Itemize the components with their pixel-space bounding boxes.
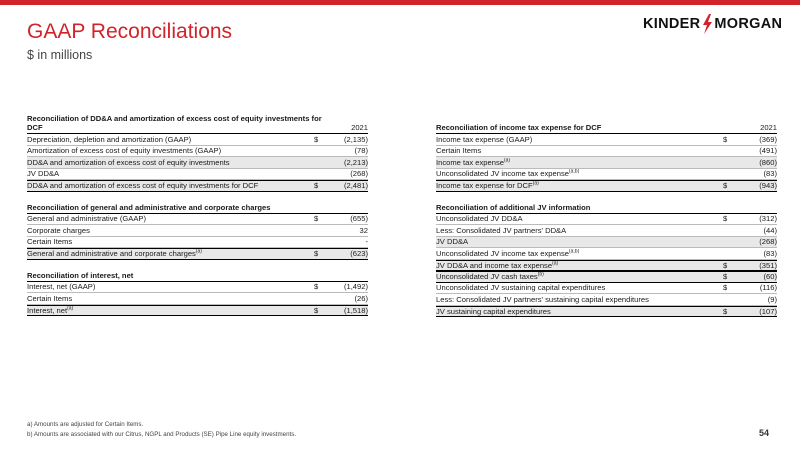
reconciliation-table (27, 114, 368, 192)
row-label-text: Unconsolidated JV income tax expense (436, 169, 569, 179)
row-value: (60) (763, 272, 777, 282)
table-row (27, 293, 368, 305)
row-value: (83) (763, 248, 777, 258)
row-label-text: Unconsolidated JV income tax expense (436, 248, 569, 258)
row-label (27, 249, 314, 258)
table-heading: Reconciliation of income tax expense for DCF (436, 123, 602, 132)
page-number: 54 (759, 428, 770, 438)
page-subtitle: $ in millions (27, 48, 93, 62)
reconciliation-table (27, 203, 368, 260)
table-spacer (27, 260, 368, 271)
table-heading: Reconciliation of additional JV information (436, 202, 591, 212)
currency-symbol: $ (314, 249, 319, 259)
row-value: (312) (759, 214, 777, 224)
row-label (27, 181, 314, 190)
footnote-marker: (a) (67, 305, 74, 312)
kinder-morgan-logo (643, 14, 782, 34)
currency-symbol: $ (314, 305, 319, 315)
table-header (27, 114, 368, 134)
row-value: (268) (350, 169, 368, 179)
table-row (436, 260, 777, 272)
row-label (27, 306, 314, 315)
row-value: (369) (759, 134, 777, 144)
row-label (27, 135, 314, 144)
row-label (436, 237, 723, 246)
table-row (436, 214, 777, 226)
row-label (27, 214, 314, 223)
row-label-text: JV DD&A and income tax expense (436, 260, 553, 270)
footnote-marker: (a,b) (568, 169, 580, 175)
row-value: (44) (763, 225, 777, 235)
row-label (436, 135, 723, 144)
currency-symbol: $ (723, 283, 728, 293)
row-value: (26) (354, 293, 368, 303)
table-row (27, 282, 368, 294)
row-label-text: Income tax expense (GAAP) (436, 134, 533, 144)
row-label (27, 294, 314, 303)
currency-symbol: $ (723, 306, 728, 316)
table-row (436, 169, 777, 181)
row-label-text: JV sustaining capital expenditures (436, 306, 551, 316)
row-label-text: Unconsolidated JV sustaining capital expenditures (436, 283, 606, 293)
table-row (436, 306, 777, 318)
currency-symbol: $ (723, 134, 728, 144)
footnote-b: b) Amounts are associated with our Citrus, NGPL and Products (SE) Pipe Line equity investments. (27, 431, 297, 438)
currency-symbol: $ (314, 134, 319, 144)
lightning-bolt-icon (701, 14, 713, 34)
row-value: (943) (759, 181, 777, 191)
currency-symbol: $ (723, 272, 728, 282)
row-label-text: JV DD&A (27, 169, 60, 179)
table-row (27, 248, 368, 260)
currency-symbol: $ (314, 282, 319, 292)
page-title: GAAP Reconciliations (27, 20, 233, 43)
row-label (27, 146, 314, 155)
table-row (436, 237, 777, 249)
row-value: (9) (767, 294, 777, 304)
row-value: (1,518) (343, 305, 368, 315)
table-row (436, 283, 777, 295)
row-value: (1,492) (343, 282, 368, 292)
row-label (27, 158, 314, 167)
row-value: (655) (350, 214, 368, 224)
row-label-text: Certain Items (27, 293, 73, 303)
row-label (436, 158, 723, 167)
row-label (436, 283, 723, 292)
table-row (27, 225, 368, 237)
top-accent-bar (0, 0, 800, 5)
currency-symbol: $ (723, 214, 728, 224)
row-label-text: Income tax expense (436, 157, 504, 167)
footnotes (27, 420, 296, 440)
table-heading: Reconciliation of general and administrative and corporate charges (27, 202, 271, 212)
row-label-text: General and administrative and corporate charges (27, 249, 196, 259)
table-row (27, 180, 368, 192)
footnote-marker: (a) (503, 157, 511, 164)
row-label-text: General and administrative (GAAP) (27, 214, 147, 224)
footnote-marker: (a) (195, 249, 202, 255)
table-row (436, 134, 777, 146)
table-row (436, 146, 777, 158)
table-row (436, 294, 777, 306)
table-row (436, 157, 777, 169)
currency-symbol: $ (723, 181, 728, 191)
footnote-a: a) Amounts are adjusted for Certain Items. (27, 421, 144, 428)
table-row (27, 169, 368, 181)
row-value: (83) (763, 169, 777, 179)
row-value: 32 (359, 225, 368, 235)
row-value: (623) (350, 249, 368, 259)
row-label-text: Interest, net (27, 305, 68, 315)
reconciliation-table (436, 203, 777, 318)
row-label-text: DD&A and amortization of excess cost of equity investments (27, 157, 230, 167)
footnote-marker: (a) (552, 260, 559, 267)
table-row (436, 225, 777, 237)
table-row (27, 134, 368, 146)
row-label (436, 295, 723, 304)
row-label (436, 146, 723, 155)
row-value: (860) (759, 157, 777, 167)
row-label-text: DD&A and amortization of excess cost of equity investments for DCF (27, 181, 259, 191)
table-header (436, 203, 777, 214)
row-label-text: Unconsolidated JV DD&A (436, 214, 523, 224)
row-value: - (365, 237, 368, 247)
currency-symbol: $ (314, 181, 319, 191)
table-header (27, 203, 368, 214)
row-value: (2,213) (343, 157, 368, 167)
row-label-text: Certain Items (436, 146, 482, 156)
row-value: (2,135) (343, 134, 368, 144)
table-row (27, 305, 368, 317)
row-label-text: Certain Items (27, 237, 73, 247)
table-header (436, 123, 777, 134)
left-column (27, 114, 368, 316)
table-row (27, 157, 368, 169)
row-label (436, 169, 723, 178)
table-row (436, 248, 777, 260)
row-label (27, 237, 314, 246)
row-label (27, 226, 314, 235)
row-label-text: Less: Consolidated JV partners' DD&A (436, 225, 567, 235)
table-row (27, 214, 368, 226)
table-row (436, 180, 777, 192)
row-label-text: Depreciation, depletion and amortization (GAAP) (27, 134, 192, 144)
year-label: 2021 (760, 123, 777, 132)
reconciliation-table (436, 123, 777, 192)
row-label (436, 261, 723, 270)
table-spacer (27, 192, 368, 203)
row-label (27, 282, 314, 291)
row-value: (107) (759, 306, 777, 316)
table-row (27, 237, 368, 249)
row-label (436, 307, 723, 316)
row-value: (268) (759, 237, 777, 247)
row-label-text: Interest, net (GAAP) (27, 282, 96, 292)
reconciliation-table (27, 271, 368, 317)
table-row (436, 271, 777, 283)
table-header (27, 271, 368, 282)
logo-text-left: KINDER (643, 16, 701, 32)
row-label-text: Less: Consolidated JV partners' sustaining capital expenditures (436, 294, 649, 304)
currency-symbol: $ (723, 260, 728, 270)
row-label-text: Corporate charges (27, 225, 90, 235)
row-label (436, 214, 723, 223)
year-label: 2021 (351, 123, 368, 132)
row-label-text: Amortization of excess cost of equity investments (GAAP) (27, 146, 222, 156)
table-heading: Reconciliation of DD&A and amortization of excess cost of equity investments for DCF (27, 114, 322, 132)
footnote-marker: (a,b) (568, 248, 580, 255)
currency-symbol: $ (314, 214, 319, 224)
row-label (27, 169, 314, 178)
row-value: (491) (759, 146, 777, 156)
row-value: (116) (759, 283, 777, 293)
row-label (436, 181, 723, 190)
footnote-marker: (b) (537, 272, 544, 278)
right-column (436, 123, 777, 317)
row-label-text: Unconsolidated JV cash taxes (436, 272, 538, 282)
row-value: (78) (354, 146, 368, 156)
row-label-text: JV DD&A (436, 237, 469, 247)
table-heading: Reconciliation of interest, net (27, 270, 134, 280)
row-value: (2,481) (343, 181, 368, 191)
row-label (436, 272, 723, 281)
logo-text-right: MORGAN (714, 16, 783, 32)
table-spacer (436, 192, 777, 203)
row-value: (351) (759, 260, 777, 270)
row-label (436, 226, 723, 235)
footnote-marker: (a) (532, 181, 539, 187)
table-row (27, 146, 368, 158)
row-label (436, 249, 723, 258)
row-label-text: Income tax expense for DCF (436, 181, 533, 191)
